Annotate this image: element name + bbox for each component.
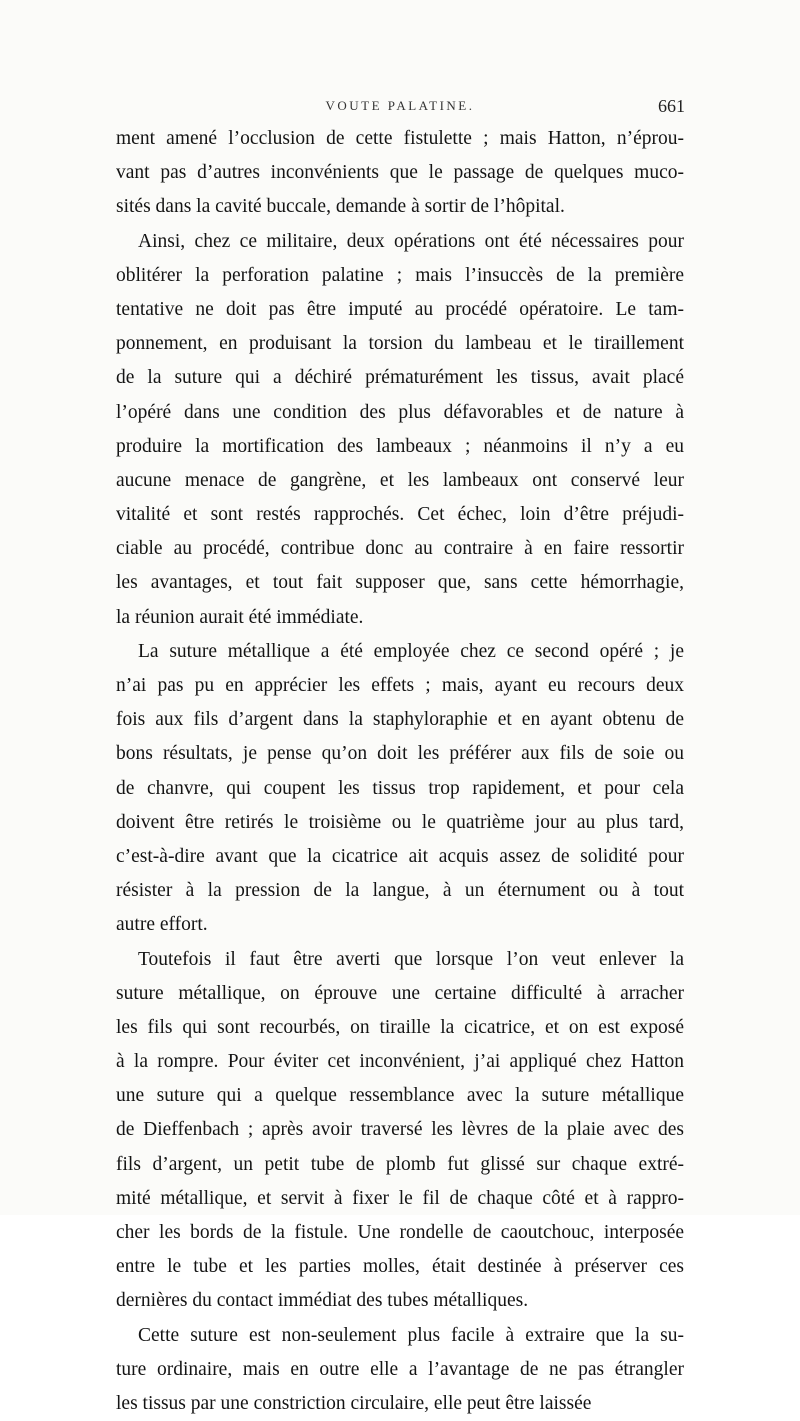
paragraph — [116, 225, 684, 635]
text-line: à la rompre. Pour éviter cet inconvénient, j’ai appliqué chez Hatton — [116, 1051, 684, 1073]
text-line: entre le tube et les parties molles, était destinée à préserver ces — [116, 1256, 684, 1278]
text-line: La suture métallique a été employée chez ce second opéré ; je — [138, 640, 684, 662]
paragraph — [116, 943, 684, 1319]
text-line: tentative ne doit pas être imputé au procédé opératoire. Le tam- — [116, 298, 684, 320]
text-line: mité métallique, et servit à fixer le fil de chaque côté et à rappro- — [116, 1187, 684, 1209]
text-line: dernières du contact immédiat des tubes métalliques. — [116, 1290, 529, 1312]
text-line: cher les bords de la fistule. Une rondelle de caoutchouc, interposée — [116, 1222, 684, 1243]
text-line: les tissus par une constriction circulaire, elle peut être laissée — [116, 1392, 592, 1414]
text-line: les avantages, et tout fait supposer que, sans cette hémorrhagie, — [116, 572, 684, 594]
text-line: n’ai pas pu en apprécier les effets ; mais, ayant eu recours deux — [116, 675, 684, 696]
text-line: l’opéré dans une condition des plus défavorables et de nature à — [116, 401, 684, 423]
paragraph — [116, 122, 684, 225]
text-line: de la suture qui a déchiré prématurément les tissus, avait placé — [116, 367, 684, 389]
text-line: Cette suture est non-seulement plus facile à extraire que la su- — [138, 1324, 684, 1346]
text-line: ciable au procédé, contribue donc au contraire à en faire ressortir — [116, 538, 684, 560]
body-text — [116, 122, 684, 1421]
text-line: bons résultats, je pense qu’on doit les préférer aux fils de soie ou — [116, 743, 684, 765]
text-line: la réunion aurait été immédiate. — [116, 606, 364, 628]
running-title: VOUTE PALATINE. — [325, 98, 475, 113]
text-line: Toutefois il faut être averti que lorsque l’on veut enlever la — [138, 948, 684, 970]
text-line: ture ordinaire, mais en outre elle a l’avantage de ne pas étrangler — [116, 1358, 684, 1380]
text-line: vant pas d’autres inconvénients que le passage de quelques muco- — [116, 162, 684, 184]
text-line: suture métallique, on éprouve une certaine difficulté à arracher — [116, 982, 684, 1004]
paragraph — [116, 635, 684, 943]
text-line: ponnement, en produisant la torsion du lambeau et le tiraillement — [116, 333, 684, 355]
text-line: oblitérer la perforation palatine ; mais l’insuccès de la première — [116, 264, 684, 286]
text-line: produire la mortification des lambeaux ; néanmoins il n’y a eu — [116, 435, 684, 457]
text-line: ment amené l’occlusion de cette fistulette ; mais Hatton, n’éprou- — [116, 128, 684, 149]
text-line: Ainsi, chez ce militaire, deux opérations ont été nécessaires pour — [138, 230, 684, 252]
text-line: de chanvre, qui coupent les tissus trop rapidement, et pour cela — [116, 777, 684, 799]
text-line: c’est-à-dire avant que la cicatrice ait acquis assez de solidité pour — [116, 845, 684, 867]
running-head — [115, 98, 685, 122]
text-line: les fils qui sont recourbés, on tiraille la cicatrice, et on est exposé — [116, 1016, 684, 1038]
text-line: vitalité et sont restés rapprochés. Cet échec, loin d’être préjudi- — [116, 504, 684, 526]
text-line: sités dans la cavité buccale, demande à sortir de l’hôpital. — [116, 196, 565, 218]
paragraph — [116, 1319, 684, 1421]
text-line: résister à la pression de la langue, à un éternument ou à tout — [116, 880, 684, 902]
text-line: autre effort. — [116, 914, 208, 936]
text-line: fils d’argent, un petit tube de plomb fut glissé sur chaque extré- — [116, 1153, 684, 1175]
text-line: de Dieffenbach ; après avoir traversé les lèvres de la plaie avec des — [116, 1119, 684, 1141]
text-line: une suture qui a quelque ressemblance avec la suture métallique — [116, 1085, 684, 1107]
text-line: doivent être retirés le troisième ou le quatrième jour au plus tard, — [116, 811, 684, 833]
page-number: 661 — [658, 96, 685, 116]
text-line: aucune menace de gangrène, et les lambeaux ont conservé leur — [116, 469, 684, 491]
text-line: fois aux fils d’argent dans la staphyloraphie et en ayant obtenu de — [116, 709, 684, 731]
